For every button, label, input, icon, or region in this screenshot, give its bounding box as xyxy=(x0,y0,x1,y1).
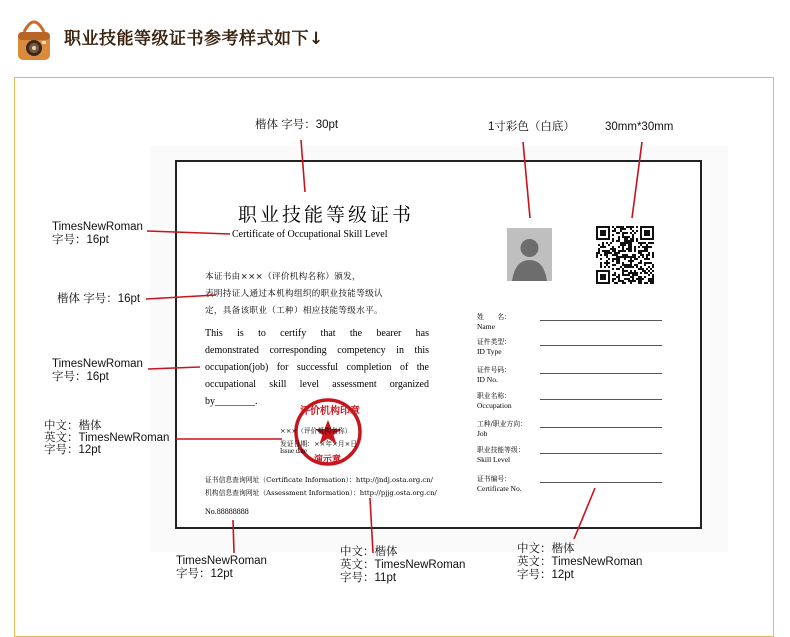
issuer-name: ×××（评价机构名称） xyxy=(280,427,352,435)
field-label-en: ID Type xyxy=(477,347,502,356)
field-label-en: Skill Level xyxy=(477,455,511,464)
page-title: 职业技能等级证书参考样式如下↓ xyxy=(64,29,324,49)
annotation-number-size: 字号：12pt xyxy=(176,568,233,580)
annotation-subtitle-font: TimesNewRoman xyxy=(52,221,143,233)
organization-query-url: 机构信息查询网址（Assessment Information）：http://pjjg.osta.org.cn/ xyxy=(205,489,437,497)
annotation-qr-size: 30mm*30mm xyxy=(605,121,674,133)
certificate-title-en: Certificate of Occupational Skill Level xyxy=(232,229,388,240)
certificate-query-url: 证书信息查询网址（Certificate Information）：http://jndj.osta.org.cn/ xyxy=(205,476,433,484)
issue-date-en: Issue date xyxy=(280,448,307,455)
field-label-en: Certificate No. xyxy=(477,484,522,493)
annotation-seal-cn: 中文：楷体 xyxy=(44,420,102,432)
annotation-fields-size: 字号：12pt xyxy=(517,569,574,581)
annotation-photo: 1寸彩色（白底） xyxy=(488,121,575,133)
field-label-en: Occupation xyxy=(477,401,512,410)
field-label-en: Name xyxy=(477,322,495,331)
body-en-line: demonstrated corresponding competency in this xyxy=(205,345,429,356)
field-label-cn: 证件号码： xyxy=(477,366,511,374)
body-en-line: This is to certify that the bearer has xyxy=(205,328,429,339)
body-cn-line: 表明持证人通过本机构组织的职业技能等级认 xyxy=(205,289,383,299)
field-label-cn: 姓 名： xyxy=(477,313,511,321)
annotation-query-cn: 中文：楷体 xyxy=(340,546,398,558)
body-en-line: occupational skill level assessment organized xyxy=(205,379,429,390)
annotation-query-size: 字号：11pt xyxy=(340,572,397,584)
annotation-seal-size: 字号：12pt xyxy=(44,444,101,456)
annotation-title-font: 楷体 字号：30pt xyxy=(255,119,339,131)
body-cn-line: 本证书由×××（评价机构名称）颁发， xyxy=(205,272,361,282)
field-label-cn: 工种/职业方向： xyxy=(477,420,527,428)
issue-date: 发证日期：××年×月×日 xyxy=(280,440,358,448)
field-label-en: Job xyxy=(477,429,488,438)
annotation-fields-cn: 中文：楷体 xyxy=(517,543,575,555)
field-label-cn: 证书编号： xyxy=(477,475,511,483)
field-label-cn: 职业名称： xyxy=(477,392,511,400)
field-label-cn: 证件类型： xyxy=(477,338,511,346)
annotation-query-en: 英文：TimesNewRoman xyxy=(340,559,466,571)
body-en-line: occupation(job) for successful completion of the xyxy=(205,362,429,373)
annotation-subtitle-size: 字号：16pt xyxy=(52,234,109,246)
certificate-title-cn: 职业技能等级证书 xyxy=(238,204,415,226)
certificate-number: No.88888888 xyxy=(205,507,249,516)
annotation-fields-en: 英文：TimesNewRoman xyxy=(517,556,643,568)
body-cn-line: 定，具备该职业（工种）相应技能等级水平。 xyxy=(205,306,383,316)
body-en-line: by________. xyxy=(205,396,258,407)
annotation-body-en-size: 字号：16pt xyxy=(52,371,109,383)
seal-label: 演示章 xyxy=(314,455,342,465)
field-label-cn: 职业技能等级： xyxy=(477,446,525,454)
annotation-number-font: TimesNewRoman xyxy=(176,555,267,567)
seal-text: 评价机构印章 xyxy=(300,406,360,417)
annotation-body-cn-font: 楷体 字号：16pt xyxy=(57,293,141,305)
annotation-seal-en: 英文：TimesNewRoman xyxy=(44,432,170,444)
field-label-en: ID No. xyxy=(477,375,498,384)
annotation-body-en-font: TimesNewRoman xyxy=(52,358,143,370)
